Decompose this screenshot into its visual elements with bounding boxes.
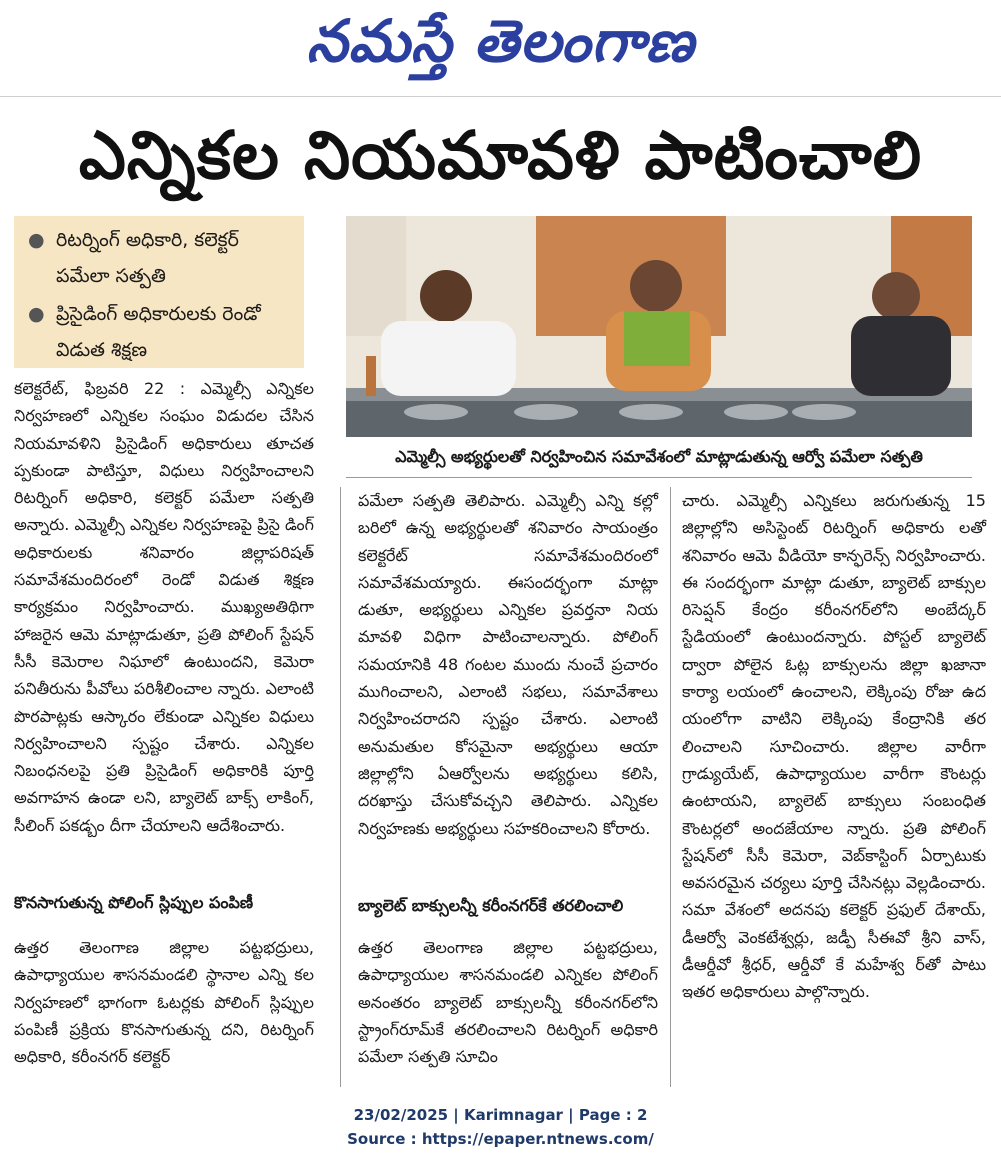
bullet-icon: ●: [28, 229, 45, 251]
photo-caption: ఎమ్మెల్సీ అభ్యర్థులతో నిర్వహించిన సమావేశంలో మాట్లాడుతున్న ఆర్వో పమేలా సత్పతి: [346, 437, 972, 478]
article-column-1: [14, 375, 314, 839]
highlight-item: ● ప్రిసైడింగ్ అధికారులకు రెండో విడుత శిక్షణ: [28, 296, 298, 368]
highlight-item: ● రిటర్నింగ్ అధికారి, కలెక్టర్ పమేలా సత్పతి: [28, 222, 298, 294]
footer-source-link[interactable]: Source : https://epaper.ntnews.com/: [347, 1130, 654, 1148]
subheading: కొనసాగుతున్న పోలింగ్ స్లిప్పుల పంపిణీ: [14, 893, 254, 912]
divider: [0, 96, 1001, 97]
newspaper-logo: నమస్తే తెలంగాణ: [306, 7, 695, 75]
article-paragraph: చారు. ఎమ్మెల్సీ ఎన్నికలు జరుగుతున్న 15 జిల్లాల్లోని అసిస్టెంట్ రిటర్నింగ్ అధికారు లతో శనివారం ఆమె వీడియో కాన్ఫరెన్స్ నిర్వహించారు. ఈ సందర్భంగా మాట్లా డుతూ, బ్యాలెట్ బాక్సుల రిసెప్షన్ కేంద్రం కరీంనగర్‌లోని అంబేద్కర్ స్టేడియంలో ఉంటుందన్నారు. పోస్టల్ బ్యాలెట్ ద్వారా పోలైన ఓట్ల బాక్సులను జిల్లా ఖజానా కార్యా లయంలో ఉంచాలని, లెక్కింపు రోజు ఉద యంలోగా వాటిని లెక్కింపు కేంద్రానికి తర లించాలని సూచించారు. జిల్లాల వారీగా గ్రాడ్యుయేట్, ఉపాధ్యాయుల వారీగా కౌంటర్లు ఉంటాయని, బ్యాలెట్ బాక్సులు సంబంధిత కౌంటర్లలో అందజేయాల న్నారు. ప్రతి పోలింగ్ స్టేషన్‌లో సీసీ కెమెరా, వెబ్‌కాస్టింగ్ ఏర్పాటుకు అవసరమైన చర్యలు పూర్తి చేసినట్లు వెల్లడించారు. సమా వేశంలో అదనపు కలెక్టర్ ప్రఫుల్ దేశాయ్, డీఆర్వో వెంకటేశ్వర్లు, జడ్పీ సీఈవో శ్రీని వాస్, డీఆర్డీవో శ్రీధర్, ఆర్డీవో కే మహేశ్వ ర్‌తో పాటు ఇతర అధికారులు పాల్గొన్నారు.: [682, 491, 986, 1002]
bullet-icon: ●: [28, 303, 45, 325]
column-divider: [670, 487, 671, 1087]
meeting-photo-image: [346, 216, 972, 437]
article-paragraph: ఉత్తర తెలంగాణ జిల్లాల పట్టభద్రులు, ఉపాధ్యాయుల శాసనమండలి ఎన్నికల పోలింగ్ అనంతరం బ్యాలెట్ బాక్సులన్నీ కరీంనగర్‌లోని స్ట్రాంగ్‌రూమ్‌కే తరలించాలని రిటర్నింగ్ అధికారి పమేలా సత్పతి సూచిం: [358, 938, 658, 1067]
article-column-2-continued: [358, 934, 658, 1070]
article-paragraph: ఉత్తర తెలంగాణ జిల్లాల పట్టభద్రులు, ఉపాధ్యాయుల శాసనమండలి స్థానాల ఎన్ని కల నిర్వహణలో భాగంగా ఓటర్లకు పోలింగ్ స్లిప్పుల పంపిణీ ప్రక్రియ కొనసాగుతున్న దని, రిటర్నింగ్ అధికారి, కరీంనగర్ కలెక్టర్: [14, 938, 314, 1067]
column-divider: [340, 487, 341, 1087]
subheading: బ్యాలెట్ బాక్సులన్నీ కరీంనగర్‌కే తరలించాలి: [358, 896, 624, 915]
headline: ఎన్నికల నియమావళి పాటించాలి: [78, 117, 923, 194]
article-column-2: [358, 487, 658, 842]
highlights-box: [14, 216, 304, 368]
article-paragraph: కలెక్టరేట్, ఫిబ్రవరి 22 : ఎమ్మెల్సీ ఎన్నికల నిర్వహణలో ఎన్నికల సంఘం విడుదల చేసిన నియమావళిని ప్రిసైడింగ్ అధికారులు తూచత ప్పకుండా పాటిస్తూ, విధులు నిర్వహించాలని రిటర్నింగ్ అధికారి, కలెక్టర్ పమేలా సత్పతి అన్నారు. ఎమ్మెల్సీ ఎన్నికల నిర్వహణపై ప్రిసై డింగ్ అధికారులకు శనివారం జిల్లాపరిషత్ సమావేశమందిరంలో రెండో విడుత శిక్షణ కార్యక్రమం నిర్వహించారు. ముఖ్యఅతిథిగా హాజరైన ఆమె మాట్లాడుతూ, ప్రతి పోలింగ్ స్టేషన్ సీసీ కెమెరాల నిఘాలో ఉంటుందని, కెమెరా పనితీరును పీవోలు పరిశీలించాల న్నారు. ఎలాంటి పొరపాట్లకు ఆస్కారం లేకుండా ఎన్నికల విధులు నిర్వహించాలని స్పష్టం చేశారు. ఎన్నికల నిబంధనలపై ప్రతి ప్రిసైడింగ్ అధికారికి పూర్తి అవగాహన ఉండా లని, బ్యాలెట్ బాక్స్ లాకింగ్, సీలింగ్ పకడ్బం దీగా చేయాలని ఆదేశించారు.: [14, 379, 314, 835]
article-column-3: [682, 487, 986, 1006]
article-column-1-continued: [14, 934, 314, 1070]
masthead: [0, 0, 1001, 92]
article-paragraph: పమేలా సత్పతి తెలిపారు. ఎమ్మెల్సీ ఎన్ని కల్లో బరిలో ఉన్న అభ్యర్థులతో శనివారం సాయంత్రం కలెక్టరేట్ సమావేశమందిరంలో సమావేశమయ్యారు. ఈసందర్భంగా మాట్లా డుతూ, అభ్యర్థులు ఎన్నికల ప్రవర్తనా నియ మావళి విధిగా పాటించాలన్నారు. పోలింగ్ సమయానికి 48 గంటల ముందు నుంచే ప్రచారం ముగించాలని, ఎలాంటి సభలు, సమావేశాలు నిర్వహించరాదని స్పష్టం చేశారు. ఎలాంటి అనుమతుల కోసమైనా అభ్యర్థులు ఆయా జిల్లాల్లోని ఏఆర్వోలను అభ్యర్థులు కలిసి, దరఖాస్తు చేసుకోవచ్చని తెలిపారు. ఎన్నికల నిర్వహణకు అభ్యర్థులు సహకరించాలని కోరారు.: [358, 491, 658, 838]
footer-edition-info: 23/02/2025 | Karimnagar | Page : 2: [353, 1106, 648, 1124]
news-photo: [346, 216, 972, 437]
